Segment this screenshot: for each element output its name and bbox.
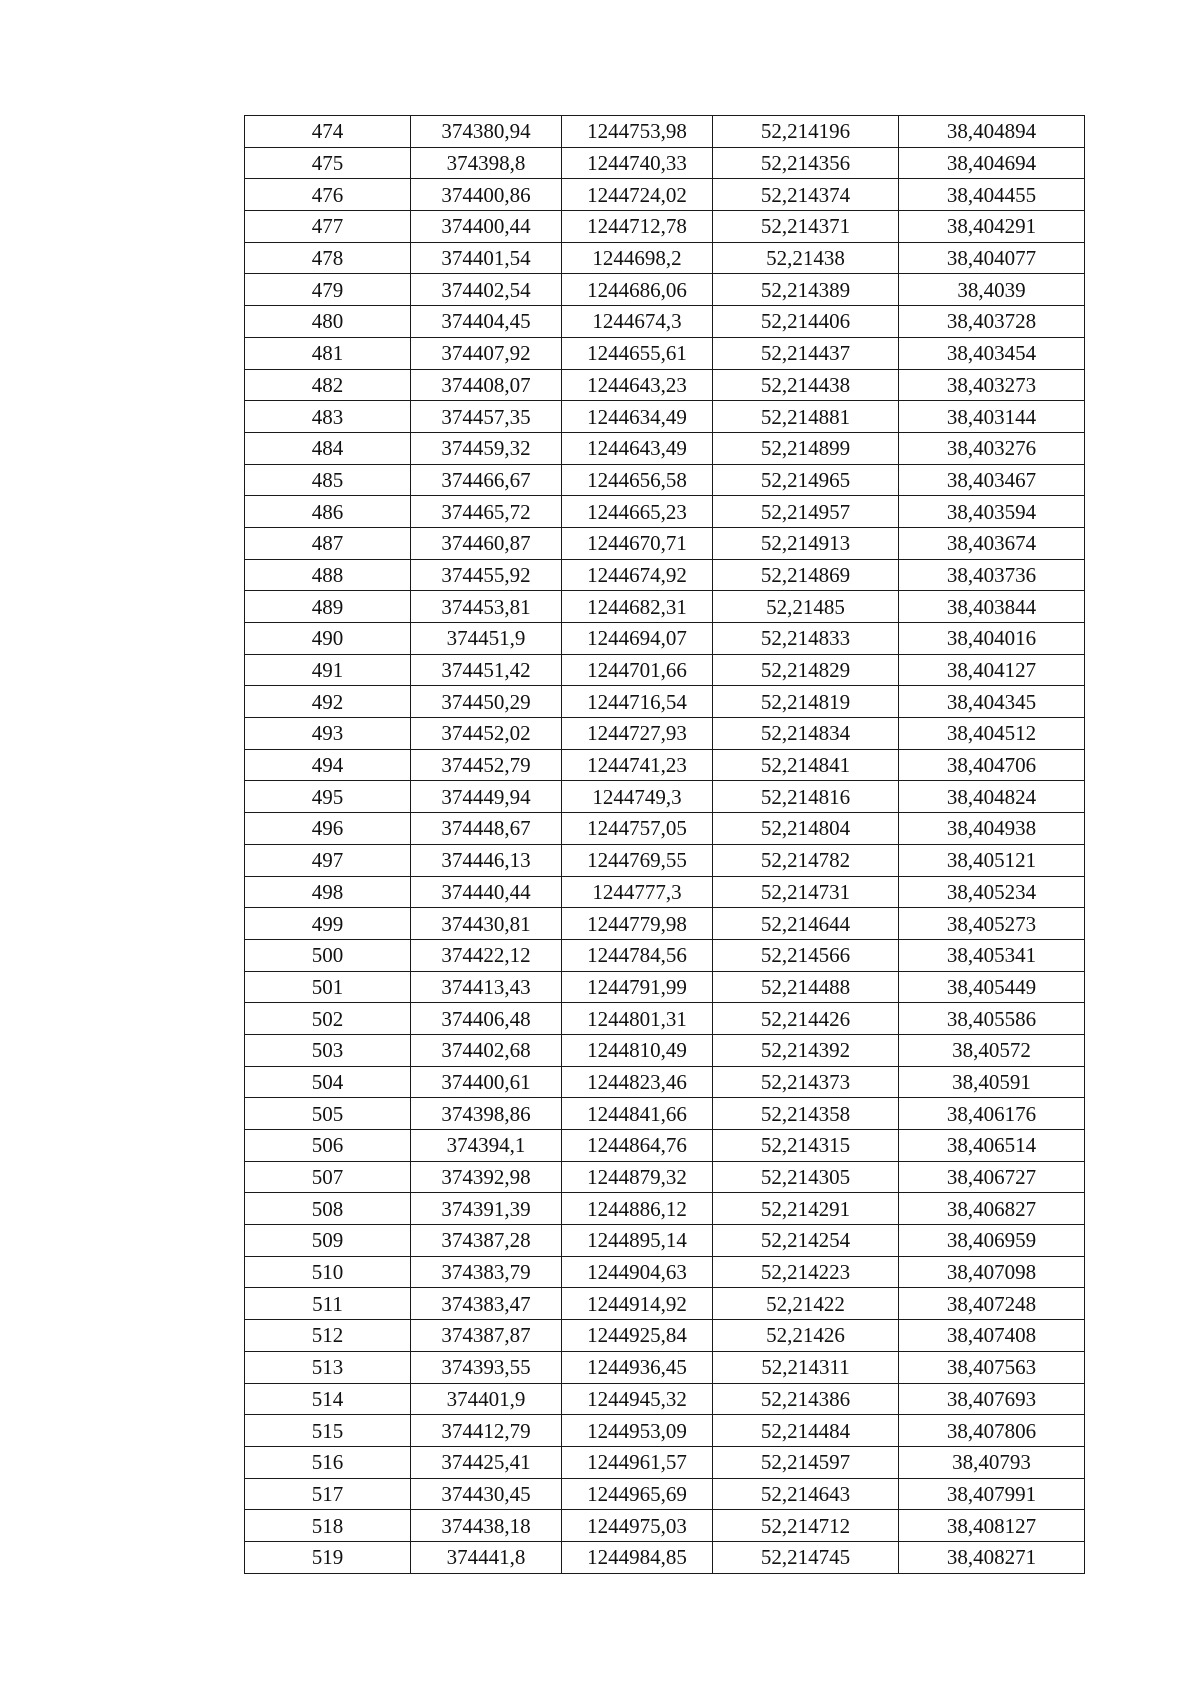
point-number-cell: 487 [245, 527, 411, 559]
y-coordinate-cell: 1244643,49 [562, 432, 713, 464]
latitude-cell: 52,214597 [713, 1446, 899, 1478]
point-number-cell: 515 [245, 1415, 411, 1447]
table-row [245, 1541, 1085, 1573]
latitude-cell: 52,21485 [713, 591, 899, 623]
x-coordinate-cell: 374391,39 [411, 1193, 562, 1225]
point-number-cell: 517 [245, 1478, 411, 1510]
x-coordinate-cell: 374406,48 [411, 1003, 562, 1035]
point-number-cell: 506 [245, 1130, 411, 1162]
latitude-cell: 52,214957 [713, 496, 899, 528]
longitude-cell: 38,404345 [899, 686, 1085, 718]
y-coordinate-cell: 1244895,14 [562, 1225, 713, 1257]
longitude-cell: 38,407098 [899, 1256, 1085, 1288]
table-row [245, 749, 1085, 781]
y-coordinate-cell: 1244779,98 [562, 908, 713, 940]
latitude-cell: 52,214643 [713, 1478, 899, 1510]
y-coordinate-cell: 1244953,09 [562, 1415, 713, 1447]
latitude-cell: 52,214644 [713, 908, 899, 940]
table-row [245, 306, 1085, 338]
longitude-cell: 38,405273 [899, 908, 1085, 940]
table-row [245, 654, 1085, 686]
y-coordinate-cell: 1244740,33 [562, 147, 713, 179]
x-coordinate-cell: 374452,79 [411, 749, 562, 781]
x-coordinate-cell: 374457,35 [411, 401, 562, 433]
y-coordinate-cell: 1244801,31 [562, 1003, 713, 1035]
x-coordinate-cell: 374430,81 [411, 908, 562, 940]
table-row [245, 844, 1085, 876]
x-coordinate-cell: 374455,92 [411, 559, 562, 591]
table-row [245, 369, 1085, 401]
latitude-cell: 52,214869 [713, 559, 899, 591]
point-number-cell: 516 [245, 1446, 411, 1478]
table-row [245, 527, 1085, 559]
latitude-cell: 52,214881 [713, 401, 899, 433]
point-number-cell: 519 [245, 1541, 411, 1573]
longitude-cell: 38,40572 [899, 1034, 1085, 1066]
latitude-cell: 52,214356 [713, 147, 899, 179]
y-coordinate-cell: 1244701,66 [562, 654, 713, 686]
x-coordinate-cell: 374453,81 [411, 591, 562, 623]
latitude-cell: 52,214374 [713, 179, 899, 211]
y-coordinate-cell: 1244698,2 [562, 242, 713, 274]
y-coordinate-cell: 1244879,32 [562, 1161, 713, 1193]
point-number-cell: 480 [245, 306, 411, 338]
point-number-cell: 475 [245, 147, 411, 179]
x-coordinate-cell: 374401,54 [411, 242, 562, 274]
longitude-cell: 38,404894 [899, 116, 1085, 148]
point-number-cell: 486 [245, 496, 411, 528]
longitude-cell: 38,405449 [899, 971, 1085, 1003]
longitude-cell: 38,404706 [899, 749, 1085, 781]
longitude-cell: 38,404127 [899, 654, 1085, 686]
table-row [245, 274, 1085, 306]
latitude-cell: 52,214731 [713, 876, 899, 908]
latitude-cell: 52,214392 [713, 1034, 899, 1066]
longitude-cell: 38,403454 [899, 337, 1085, 369]
longitude-cell: 38,403674 [899, 527, 1085, 559]
longitude-cell: 38,404824 [899, 781, 1085, 813]
table-row [245, 242, 1085, 274]
y-coordinate-cell: 1244712,78 [562, 211, 713, 243]
y-coordinate-cell: 1244914,92 [562, 1288, 713, 1320]
longitude-cell: 38,404016 [899, 623, 1085, 655]
longitude-cell: 38,405586 [899, 1003, 1085, 1035]
coordinates-table [244, 115, 1085, 1574]
x-coordinate-cell: 374466,67 [411, 464, 562, 496]
latitude-cell: 52,214196 [713, 116, 899, 148]
y-coordinate-cell: 1244757,05 [562, 813, 713, 845]
x-coordinate-cell: 374451,42 [411, 654, 562, 686]
point-number-cell: 492 [245, 686, 411, 718]
table-row [245, 1225, 1085, 1257]
x-coordinate-cell: 374449,94 [411, 781, 562, 813]
longitude-cell: 38,404694 [899, 147, 1085, 179]
point-number-cell: 482 [245, 369, 411, 401]
x-coordinate-cell: 374448,67 [411, 813, 562, 845]
table-row [245, 623, 1085, 655]
point-number-cell: 488 [245, 559, 411, 591]
latitude-cell: 52,214841 [713, 749, 899, 781]
y-coordinate-cell: 1244777,3 [562, 876, 713, 908]
table-row [245, 337, 1085, 369]
table-row [245, 876, 1085, 908]
longitude-cell: 38,403736 [899, 559, 1085, 591]
point-number-cell: 513 [245, 1351, 411, 1383]
point-number-cell: 501 [245, 971, 411, 1003]
point-number-cell: 493 [245, 718, 411, 750]
x-coordinate-cell: 374425,41 [411, 1446, 562, 1478]
y-coordinate-cell: 1244961,57 [562, 1446, 713, 1478]
y-coordinate-cell: 1244864,76 [562, 1130, 713, 1162]
longitude-cell: 38,406514 [899, 1130, 1085, 1162]
longitude-cell: 38,4039 [899, 274, 1085, 306]
longitude-cell: 38,405341 [899, 939, 1085, 971]
x-coordinate-cell: 374394,1 [411, 1130, 562, 1162]
y-coordinate-cell: 1244694,07 [562, 623, 713, 655]
y-coordinate-cell: 1244925,84 [562, 1320, 713, 1352]
table-row [245, 1351, 1085, 1383]
latitude-cell: 52,214834 [713, 718, 899, 750]
point-number-cell: 499 [245, 908, 411, 940]
coordinates-table-body [245, 116, 1085, 1574]
latitude-cell: 52,214254 [713, 1225, 899, 1257]
x-coordinate-cell: 374387,28 [411, 1225, 562, 1257]
y-coordinate-cell: 1244749,3 [562, 781, 713, 813]
y-coordinate-cell: 1244686,06 [562, 274, 713, 306]
latitude-cell: 52,214437 [713, 337, 899, 369]
table-row [245, 1288, 1085, 1320]
latitude-cell: 52,21426 [713, 1320, 899, 1352]
x-coordinate-cell: 374408,07 [411, 369, 562, 401]
latitude-cell: 52,21438 [713, 242, 899, 274]
longitude-cell: 38,408127 [899, 1510, 1085, 1542]
x-coordinate-cell: 374446,13 [411, 844, 562, 876]
latitude-cell: 52,214913 [713, 527, 899, 559]
table-row [245, 1415, 1085, 1447]
table-row [245, 971, 1085, 1003]
point-number-cell: 510 [245, 1256, 411, 1288]
longitude-cell: 38,407563 [899, 1351, 1085, 1383]
table-row [245, 1256, 1085, 1288]
point-number-cell: 509 [245, 1225, 411, 1257]
longitude-cell: 38,404455 [899, 179, 1085, 211]
x-coordinate-cell: 374451,9 [411, 623, 562, 655]
latitude-cell: 52,214816 [713, 781, 899, 813]
table-row [245, 781, 1085, 813]
y-coordinate-cell: 1244841,66 [562, 1098, 713, 1130]
latitude-cell: 52,214782 [713, 844, 899, 876]
table-row [245, 496, 1085, 528]
longitude-cell: 38,406959 [899, 1225, 1085, 1257]
x-coordinate-cell: 374383,79 [411, 1256, 562, 1288]
latitude-cell: 52,214305 [713, 1161, 899, 1193]
x-coordinate-cell: 374398,86 [411, 1098, 562, 1130]
x-coordinate-cell: 374440,44 [411, 876, 562, 908]
x-coordinate-cell: 374398,8 [411, 147, 562, 179]
y-coordinate-cell: 1244674,92 [562, 559, 713, 591]
point-number-cell: 518 [245, 1510, 411, 1542]
x-coordinate-cell: 374438,18 [411, 1510, 562, 1542]
x-coordinate-cell: 374441,8 [411, 1541, 562, 1573]
latitude-cell: 52,214819 [713, 686, 899, 718]
longitude-cell: 38,406176 [899, 1098, 1085, 1130]
table-row [245, 559, 1085, 591]
latitude-cell: 52,214566 [713, 939, 899, 971]
point-number-cell: 494 [245, 749, 411, 781]
latitude-cell: 52,214373 [713, 1066, 899, 1098]
point-number-cell: 498 [245, 876, 411, 908]
y-coordinate-cell: 1244670,71 [562, 527, 713, 559]
y-coordinate-cell: 1244965,69 [562, 1478, 713, 1510]
table-row [245, 211, 1085, 243]
point-number-cell: 478 [245, 242, 411, 274]
latitude-cell: 52,214371 [713, 211, 899, 243]
longitude-cell: 38,407693 [899, 1383, 1085, 1415]
point-number-cell: 507 [245, 1161, 411, 1193]
latitude-cell: 52,214829 [713, 654, 899, 686]
point-number-cell: 503 [245, 1034, 411, 1066]
table-row [245, 1098, 1085, 1130]
table-row [245, 718, 1085, 750]
latitude-cell: 52,214291 [713, 1193, 899, 1225]
longitude-cell: 38,407248 [899, 1288, 1085, 1320]
y-coordinate-cell: 1244634,49 [562, 401, 713, 433]
y-coordinate-cell: 1244984,85 [562, 1541, 713, 1573]
latitude-cell: 52,214315 [713, 1130, 899, 1162]
x-coordinate-cell: 374459,32 [411, 432, 562, 464]
table-row [245, 1383, 1085, 1415]
point-number-cell: 505 [245, 1098, 411, 1130]
table-row [245, 1003, 1085, 1035]
x-coordinate-cell: 374412,79 [411, 1415, 562, 1447]
longitude-cell: 38,405234 [899, 876, 1085, 908]
longitude-cell: 38,40591 [899, 1066, 1085, 1098]
x-coordinate-cell: 374387,87 [411, 1320, 562, 1352]
table-row [245, 1034, 1085, 1066]
point-number-cell: 484 [245, 432, 411, 464]
table-row [245, 116, 1085, 148]
y-coordinate-cell: 1244791,99 [562, 971, 713, 1003]
longitude-cell: 38,407408 [899, 1320, 1085, 1352]
x-coordinate-cell: 374400,61 [411, 1066, 562, 1098]
y-coordinate-cell: 1244753,98 [562, 116, 713, 148]
y-coordinate-cell: 1244724,02 [562, 179, 713, 211]
longitude-cell: 38,403276 [899, 432, 1085, 464]
point-number-cell: 504 [245, 1066, 411, 1098]
y-coordinate-cell: 1244665,23 [562, 496, 713, 528]
longitude-cell: 38,403467 [899, 464, 1085, 496]
table-row [245, 591, 1085, 623]
table-row [245, 432, 1085, 464]
longitude-cell: 38,404077 [899, 242, 1085, 274]
point-number-cell: 512 [245, 1320, 411, 1352]
x-coordinate-cell: 374413,43 [411, 971, 562, 1003]
table-row [245, 401, 1085, 433]
longitude-cell: 38,403144 [899, 401, 1085, 433]
table-row [245, 464, 1085, 496]
table-row [245, 147, 1085, 179]
point-number-cell: 490 [245, 623, 411, 655]
point-number-cell: 474 [245, 116, 411, 148]
longitude-cell: 38,407991 [899, 1478, 1085, 1510]
x-coordinate-cell: 374450,29 [411, 686, 562, 718]
point-number-cell: 511 [245, 1288, 411, 1320]
longitude-cell: 38,408271 [899, 1541, 1085, 1573]
longitude-cell: 38,404512 [899, 718, 1085, 750]
latitude-cell: 52,214386 [713, 1383, 899, 1415]
longitude-cell: 38,406727 [899, 1161, 1085, 1193]
point-number-cell: 496 [245, 813, 411, 845]
longitude-cell: 38,403273 [899, 369, 1085, 401]
latitude-cell: 52,214406 [713, 306, 899, 338]
latitude-cell: 52,214965 [713, 464, 899, 496]
table-row [245, 1446, 1085, 1478]
y-coordinate-cell: 1244674,3 [562, 306, 713, 338]
point-number-cell: 481 [245, 337, 411, 369]
y-coordinate-cell: 1244727,93 [562, 718, 713, 750]
x-coordinate-cell: 374402,54 [411, 274, 562, 306]
table-row [245, 1478, 1085, 1510]
x-coordinate-cell: 374392,98 [411, 1161, 562, 1193]
y-coordinate-cell: 1244643,23 [562, 369, 713, 401]
latitude-cell: 52,214311 [713, 1351, 899, 1383]
latitude-cell: 52,214389 [713, 274, 899, 306]
longitude-cell: 38,403594 [899, 496, 1085, 528]
latitude-cell: 52,214426 [713, 1003, 899, 1035]
x-coordinate-cell: 374380,94 [411, 116, 562, 148]
table-row [245, 1193, 1085, 1225]
longitude-cell: 38,404938 [899, 813, 1085, 845]
y-coordinate-cell: 1244682,31 [562, 591, 713, 623]
latitude-cell: 52,214899 [713, 432, 899, 464]
x-coordinate-cell: 374460,87 [411, 527, 562, 559]
longitude-cell: 38,407806 [899, 1415, 1085, 1447]
y-coordinate-cell: 1244656,58 [562, 464, 713, 496]
table-row [245, 908, 1085, 940]
y-coordinate-cell: 1244655,61 [562, 337, 713, 369]
x-coordinate-cell: 374452,02 [411, 718, 562, 750]
latitude-cell: 52,21422 [713, 1288, 899, 1320]
table-row [245, 1510, 1085, 1542]
y-coordinate-cell: 1244945,32 [562, 1383, 713, 1415]
table-row [245, 179, 1085, 211]
table-row [245, 686, 1085, 718]
y-coordinate-cell: 1244784,56 [562, 939, 713, 971]
point-number-cell: 479 [245, 274, 411, 306]
point-number-cell: 485 [245, 464, 411, 496]
point-number-cell: 489 [245, 591, 411, 623]
longitude-cell: 38,405121 [899, 844, 1085, 876]
point-number-cell: 483 [245, 401, 411, 433]
y-coordinate-cell: 1244936,45 [562, 1351, 713, 1383]
table-row [245, 1066, 1085, 1098]
longitude-cell: 38,403728 [899, 306, 1085, 338]
y-coordinate-cell: 1244886,12 [562, 1193, 713, 1225]
point-number-cell: 500 [245, 939, 411, 971]
longitude-cell: 38,40793 [899, 1446, 1085, 1478]
x-coordinate-cell: 374404,45 [411, 306, 562, 338]
longitude-cell: 38,404291 [899, 211, 1085, 243]
latitude-cell: 52,214712 [713, 1510, 899, 1542]
x-coordinate-cell: 374465,72 [411, 496, 562, 528]
x-coordinate-cell: 374400,44 [411, 211, 562, 243]
latitude-cell: 52,214438 [713, 369, 899, 401]
x-coordinate-cell: 374407,92 [411, 337, 562, 369]
table-row [245, 813, 1085, 845]
table-row [245, 939, 1085, 971]
x-coordinate-cell: 374430,45 [411, 1478, 562, 1510]
point-number-cell: 502 [245, 1003, 411, 1035]
x-coordinate-cell: 374402,68 [411, 1034, 562, 1066]
point-number-cell: 495 [245, 781, 411, 813]
y-coordinate-cell: 1244741,23 [562, 749, 713, 781]
y-coordinate-cell: 1244904,63 [562, 1256, 713, 1288]
latitude-cell: 52,214223 [713, 1256, 899, 1288]
latitude-cell: 52,214804 [713, 813, 899, 845]
x-coordinate-cell: 374400,86 [411, 179, 562, 211]
latitude-cell: 52,214358 [713, 1098, 899, 1130]
y-coordinate-cell: 1244975,03 [562, 1510, 713, 1542]
x-coordinate-cell: 374422,12 [411, 939, 562, 971]
latitude-cell: 52,214488 [713, 971, 899, 1003]
y-coordinate-cell: 1244823,46 [562, 1066, 713, 1098]
point-number-cell: 514 [245, 1383, 411, 1415]
x-coordinate-cell: 374383,47 [411, 1288, 562, 1320]
y-coordinate-cell: 1244810,49 [562, 1034, 713, 1066]
latitude-cell: 52,214833 [713, 623, 899, 655]
point-number-cell: 477 [245, 211, 411, 243]
longitude-cell: 38,403844 [899, 591, 1085, 623]
latitude-cell: 52,214745 [713, 1541, 899, 1573]
latitude-cell: 52,214484 [713, 1415, 899, 1447]
table-row [245, 1320, 1085, 1352]
x-coordinate-cell: 374401,9 [411, 1383, 562, 1415]
y-coordinate-cell: 1244769,55 [562, 844, 713, 876]
y-coordinate-cell: 1244716,54 [562, 686, 713, 718]
table-row [245, 1161, 1085, 1193]
point-number-cell: 508 [245, 1193, 411, 1225]
point-number-cell: 497 [245, 844, 411, 876]
point-number-cell: 476 [245, 179, 411, 211]
x-coordinate-cell: 374393,55 [411, 1351, 562, 1383]
longitude-cell: 38,406827 [899, 1193, 1085, 1225]
table-row [245, 1130, 1085, 1162]
point-number-cell: 491 [245, 654, 411, 686]
